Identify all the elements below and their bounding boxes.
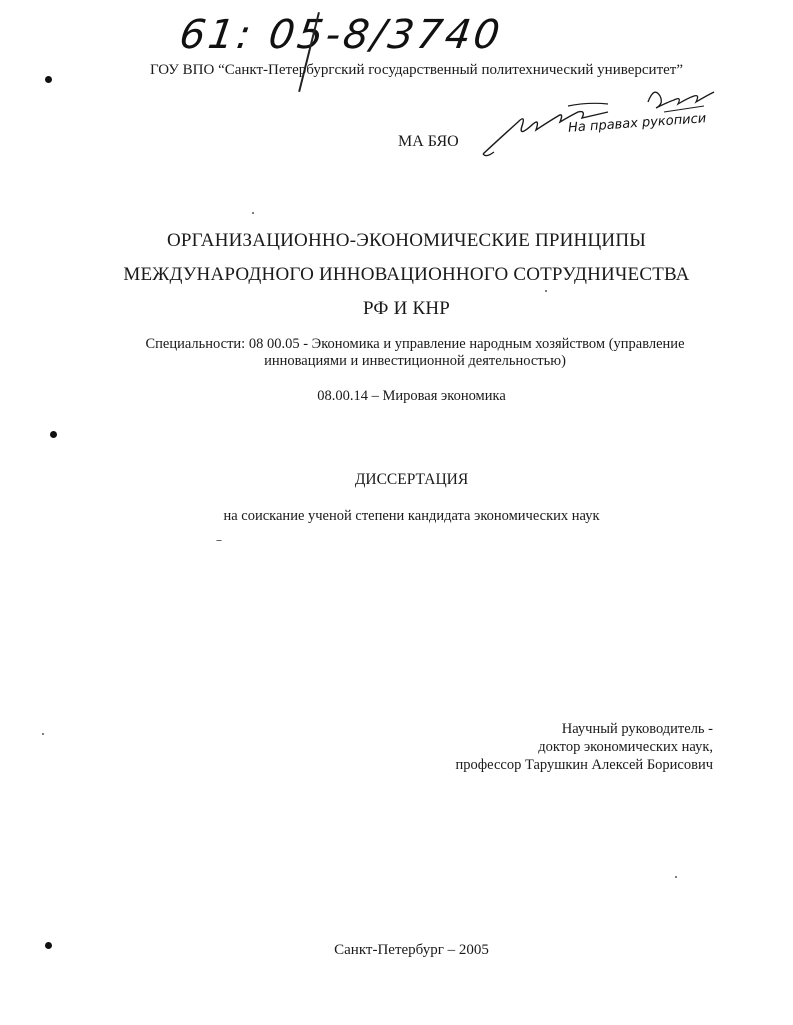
- supervisor-name: профессор Тарушкин Алексей Борисович: [455, 757, 713, 773]
- title-line-2: МЕЖДУНАРОДНОГО ИННОВАЦИОННОГО СОТРУДНИЧЕСТВА: [123, 264, 690, 285]
- degree-statement: на соискание ученой степени кандидата экономических наук: [223, 508, 600, 524]
- archive-number-stamp: 61: 05-8/3740: [176, 12, 506, 58]
- manuscript-note: На правах рукописи: [567, 111, 707, 136]
- scan-speck: [216, 540, 222, 541]
- scan-speck: [675, 876, 677, 878]
- supervisor-block: [456, 720, 713, 774]
- supervisor-degree: доктор экономических наук,: [538, 739, 713, 755]
- author-name: МА БЯО: [398, 133, 459, 150]
- scan-speck: [42, 733, 44, 735]
- supervisor-role: Научный руководитель -: [561, 721, 713, 737]
- punch-hole-mark: [50, 431, 57, 438]
- punch-hole-mark: [45, 942, 52, 949]
- specialty-primary: Специальности: 08 00.05 - Экономика и управление народным хозяйством (управление инновациями и инвестиционной деятельностью): [145, 336, 685, 369]
- title-line-1: ОРГАНИЗАЦИОННО-ЭКОНОМИЧЕСКИЕ ПРИНЦИПЫ: [166, 230, 647, 251]
- university-name: ГОУ ВПО “Санкт-Петербургский государственный политехнический университет”: [149, 62, 684, 78]
- scan-speck: [545, 290, 547, 292]
- specialty-secondary: 08.00.14 – Мировая экономика: [317, 388, 506, 404]
- document-type: ДИССЕРТАЦИЯ: [354, 471, 469, 488]
- title-line-3: РФ И КНР: [362, 298, 451, 319]
- dissertation-title: [0, 224, 793, 326]
- scan-speck: [252, 212, 254, 214]
- punch-hole-mark: [45, 76, 52, 83]
- city-year: Санкт-Петербург – 2005: [334, 942, 489, 958]
